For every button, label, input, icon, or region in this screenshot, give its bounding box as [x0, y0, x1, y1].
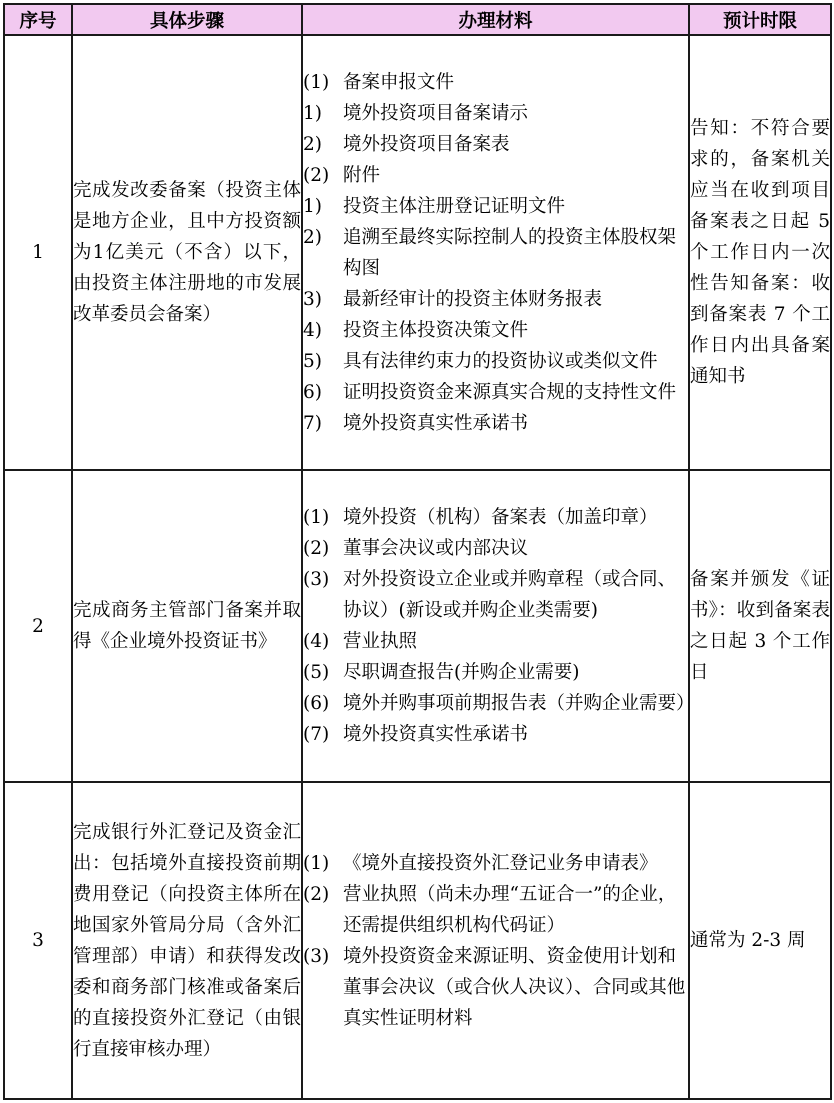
material-text: 境外投资（机构）备案表（加盖印章）	[343, 507, 658, 528]
material-number: 3)	[303, 288, 322, 310]
materials-list	[303, 502, 695, 750]
material-text: 追溯至最终实际控制人的投资主体股权架构图	[343, 226, 677, 279]
time-limit: 告知：不符合要求的，备案机关应当在收到项目备案表之日起 5 个工作日内一次性告知备案：收到备案表 7 个工作日内出具备案通知书	[689, 35, 831, 470]
time-limit: 通常为 2-3 周	[689, 782, 831, 1099]
material-number: (5)	[303, 662, 330, 683]
material-number: (6)	[303, 693, 330, 714]
material-text: 境外投资项目备案请示	[343, 102, 529, 124]
material-item	[303, 941, 688, 1034]
material-item	[303, 657, 688, 688]
material-item	[303, 98, 688, 129]
material-number: (2)	[303, 164, 330, 186]
material-item	[303, 879, 688, 941]
material-number: (2)	[303, 538, 330, 559]
procedure-table	[3, 3, 832, 1100]
material-text: 境外投资资金来源证明、资金使用计划和董事会决议（或合伙人决议）、合同或其他真实性证明材料	[343, 945, 686, 1029]
material-item	[303, 222, 688, 284]
step-description: 完成银行外汇登记及资金汇出：包括境外直接投资前期费用登记（向投资主体所在地国家外管局分局（含外汇管理部）申请）和获得发改委和商务部门核准或备案后的直接投资外汇登记（由银行直接审核办理）	[72, 782, 302, 1099]
table-row	[4, 782, 831, 1099]
material-item	[303, 564, 688, 626]
material-text: 投资主体投资决策文件	[343, 319, 529, 341]
material-text: 营业执照（尚未办理“五证合一”的企业，还需提供组织机构代码证）	[343, 883, 677, 936]
table-header-row	[4, 4, 831, 35]
material-item	[303, 346, 688, 377]
material-number: (1)	[303, 852, 330, 874]
material-number: 1)	[303, 195, 322, 217]
materials-list	[303, 848, 688, 1034]
material-item	[303, 129, 688, 160]
material-text: 《境外直接投资外汇登记业务申请表》	[343, 852, 658, 874]
material-text: 境外投资真实性承诺书	[343, 412, 529, 434]
material-number: (3)	[303, 945, 330, 967]
material-item	[303, 284, 688, 315]
material-number: (7)	[303, 724, 330, 745]
material-text: 境外投资项目备案表	[343, 133, 510, 155]
material-text: 最新经审计的投资主体财务报表	[343, 288, 603, 310]
table-row	[4, 35, 831, 470]
material-text: 境外投资真实性承诺书	[343, 724, 529, 745]
material-number: (1)	[303, 507, 330, 528]
material-number: 6)	[303, 381, 322, 403]
material-item	[303, 626, 688, 657]
material-text: 证明投资资金来源真实合规的支持性文件	[343, 381, 677, 403]
time-limit: 备案并颁发《证书》：收到备案表之日起 3 个工作日	[689, 470, 831, 782]
header-materials: 办理材料	[302, 4, 689, 35]
material-item	[303, 315, 688, 346]
material-item	[303, 502, 688, 533]
step-description: 完成发改委备案（投资主体是地方企业，且中方投资额为1亿美元（不含）以下，由投资主体注册地的市发展改革委员会备案）	[72, 35, 302, 470]
header-step: 具体步骤	[72, 4, 302, 35]
row-number: 2	[4, 470, 72, 782]
material-item	[303, 160, 688, 191]
material-item	[303, 848, 688, 879]
material-number: 2)	[303, 226, 322, 248]
material-item	[303, 719, 688, 750]
materials-cell	[302, 35, 689, 470]
materials-cell	[302, 782, 689, 1099]
material-text: 境外并购事项前期报告表（并购企业需要）	[343, 693, 695, 714]
material-text: 尽职调查报告(并购企业需要)	[343, 662, 580, 683]
material-text: 董事会决议或内部决议	[343, 538, 529, 559]
material-text: 对外投资设立企业或并购章程（或合同、协议）(新设或并购企业类需要)	[343, 569, 677, 621]
material-item	[303, 408, 688, 439]
material-number: 1)	[303, 102, 322, 124]
header-time: 预计时限	[689, 4, 831, 35]
material-number: (3)	[303, 569, 330, 590]
material-item	[303, 533, 688, 564]
header-no: 序号	[4, 4, 72, 35]
materials-list	[303, 67, 688, 439]
material-text: 营业执照	[343, 631, 418, 652]
row-number: 1	[4, 35, 72, 470]
material-item	[303, 191, 688, 222]
row-number: 3	[4, 782, 72, 1099]
material-number: 2)	[303, 133, 322, 155]
material-number: 7)	[303, 412, 322, 434]
material-text: 投资主体注册登记证明文件	[343, 195, 566, 217]
material-number: 5)	[303, 350, 322, 372]
material-item	[303, 377, 688, 408]
material-number: (2)	[303, 883, 330, 905]
material-text: 附件	[343, 164, 381, 186]
material-item	[303, 67, 688, 98]
step-description: 完成商务主管部门备案并取得《企业境外投资证书》	[72, 470, 302, 782]
material-item	[303, 688, 695, 719]
materials-cell	[302, 470, 695, 782]
material-number: (4)	[303, 631, 330, 652]
material-text: 备案申报文件	[343, 71, 455, 93]
material-number: (1)	[303, 71, 330, 93]
table-row	[4, 470, 831, 782]
material-text: 具有法律约束力的投资协议或类似文件	[343, 350, 658, 372]
material-number: 4)	[303, 319, 322, 341]
